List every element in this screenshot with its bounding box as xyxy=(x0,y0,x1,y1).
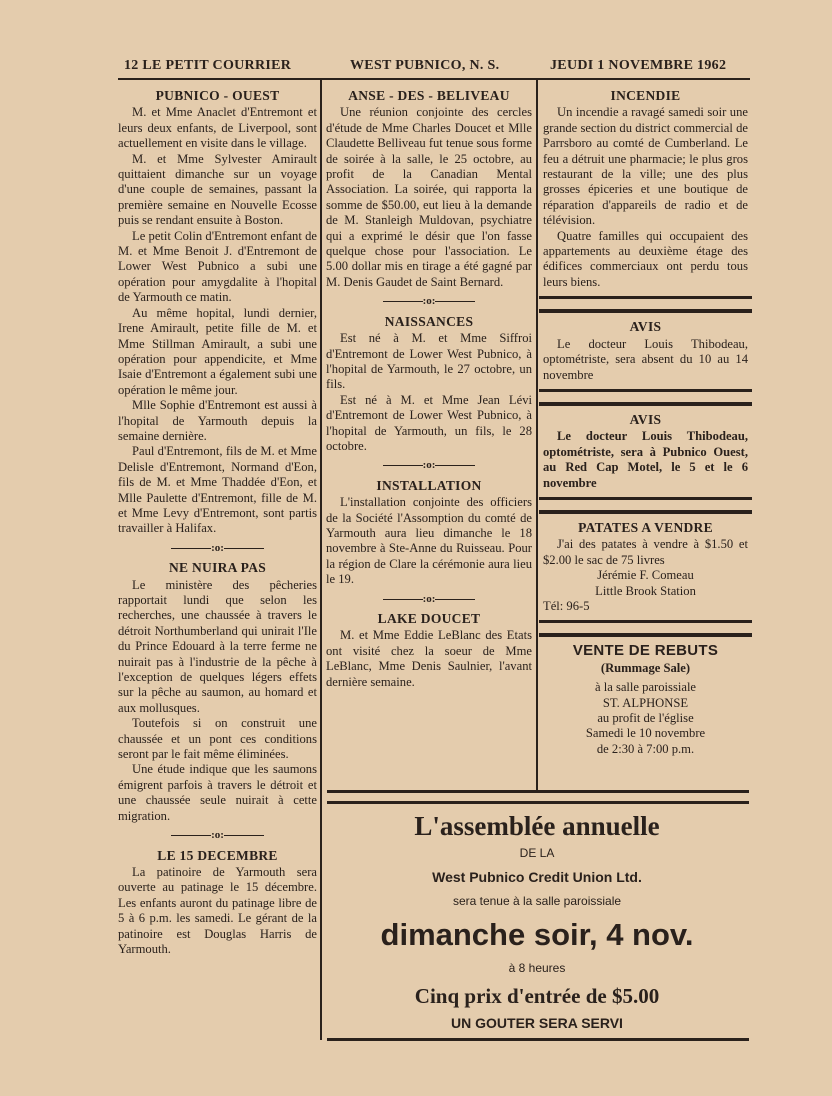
column-1 xyxy=(118,86,317,957)
headline-incendie: INCENDIE xyxy=(610,88,681,103)
double-rule xyxy=(539,296,752,313)
headline-patates: PATATES A VENDRE xyxy=(578,519,713,535)
ad-prizes: Cinq prix d'entrée de $5.00 xyxy=(414,983,660,1008)
paragraph: Est né à M. et Mme Jean Lévi d'Entremont de Lower West Pubnico, à l'hopital de Yarmouth, un fils, le 28 octobre. xyxy=(326,392,532,453)
headline-avis: AVIS xyxy=(629,319,662,335)
classified-text: J'ai des patates à vendre à $1.50 et $2.00 le sac de 75 livres xyxy=(543,537,748,567)
separator: :o: xyxy=(326,458,532,473)
paragraph: La patinoire de Yarmouth sera ouverte au patinage le 15 décembre. Les enfants auront du patinage libre de 5 à 6 p.m. les samedi. Le gérant de la patinoire est Douglas Harris de Yarmouth. xyxy=(118,864,317,956)
double-rule xyxy=(539,497,752,514)
ad-line: à la salle paroissiale xyxy=(594,680,697,695)
ad-line: de 2:30 à 7:00 p.m. xyxy=(596,741,695,756)
ad-line: sera tenue à la salle paroissiale xyxy=(452,893,622,908)
headline-15-decembre: LE 15 DECEMBRE xyxy=(157,847,278,863)
separator: :o: xyxy=(118,828,317,843)
paragraph: Le petit Colin d'Entremont enfant de M. et Mme Benoit J. d'Entremont de Lower West Pubnico a subi une opération pour amygdalite à l'hopital de Yarmouth ce matin. xyxy=(118,228,317,305)
bottom-rule xyxy=(327,1038,749,1045)
headline-avis: AVIS xyxy=(629,411,662,427)
subtitle: (Rummage Sale) xyxy=(600,660,691,675)
headline-naissances: NAISSANCES xyxy=(384,313,474,329)
column-3 xyxy=(543,86,748,757)
ad-date: dimanche soir, 4 nov. xyxy=(380,916,694,952)
separator: :o: xyxy=(118,541,317,556)
paragraph: Est né à M. et Mme Siffroi d'Entremont de Lower West Pubnico, à l'hopital de Yarmouth, le 27 octobre, un fils. xyxy=(326,331,532,392)
paragraph: L'installation conjointe des officiers de la Société l'Assomption du comté de Yarmouth aura lieu dimanche le 18 novembre à Ste-Anne du Ruisseau. Pour la région de Clare la cérémonie aura lieu le 19. xyxy=(326,495,532,587)
paragraph: M. et Mme Sylvester Amirault quittaient dimanche sur un voyage d'une couple de semaines, passant la première semaine en Nouvelle Ecosse puis se rendant ensuite à Boston. xyxy=(118,151,317,228)
separator: :o: xyxy=(326,592,532,607)
header-rule xyxy=(118,78,750,80)
notice-text: Le docteur Louis Thibodeau, optométriste, sera absent du 10 au 14 novembre xyxy=(543,336,748,382)
paragraph: Une étude indique que les saumons émigrent parfois à travers le détroit et une chaussée seule nuirait à cette migration. xyxy=(118,762,317,823)
paragraph: Un incendie a ravagé samedi soir une grande section du district commercial de Parrsboro au comté de Cumberland. Le feu a détruit une pharmacie; le plus gros restaurant de la ville; une des plus grosses épiceries et une boutique de réparation d'appareils de radio et de télévision. xyxy=(543,105,748,228)
double-rule xyxy=(539,620,752,637)
column-rule xyxy=(320,80,322,1040)
ad-line: UN GOUTER SERA SERVI xyxy=(451,1014,623,1031)
page-number-masthead: 12 LE PETIT COURRIER xyxy=(124,58,292,73)
ad-title: L'assemblée annuelle xyxy=(414,811,660,841)
column-rule xyxy=(536,80,538,790)
paragraph: Le ministère des pêcheries rapportait lundi que selon les recherches, une chaussée à travers le détroit Northumberland qui unirait l'Ile du Prince Edouard à la terre ferme ne nuirait pas à l'industrie de la pêche à l'exception de quelques légers effets sur la pêche au saumon, au homard et aux mollusques. xyxy=(118,577,317,715)
headline-installation: INSTALLATION xyxy=(376,477,482,493)
double-rule xyxy=(539,389,752,406)
place-line: WEST PUBNICO, N. S. xyxy=(350,58,500,73)
headline-ne-nuira-pas: NE NUIRA PAS xyxy=(168,560,267,576)
credit-union-ad xyxy=(327,800,747,1038)
ad-line: à 8 heures xyxy=(508,961,566,976)
ad-line: Samedi le 10 novembre xyxy=(585,726,706,741)
ad-line: au profit de l'église xyxy=(597,711,694,725)
headline-pubnico: PUBNICO - OUEST xyxy=(155,88,280,103)
paragraph: Toutefois si on construit une chaussée et un pont ces conditions seront par le fait même éliminées. xyxy=(118,716,317,762)
paragraph: Mlle Sophie d'Entremont est aussi à l'hopital de Yarmouth depuis la semaine dernière. xyxy=(118,398,317,443)
ad-org: West Pubnico Credit Union Ltd. xyxy=(432,868,642,885)
seller-phone: Tél: 96-5 xyxy=(543,598,590,613)
paragraph: Au même hopital, lundi dernier, Irene Amirault, petite fille de M. et Mme Stillman Amirault, a subi une opération pour appendicite, et Mme Isaie d'Entremont a également subi une opération le même jour. xyxy=(118,305,317,397)
column-2 xyxy=(326,86,532,690)
paragraph: Quatre familles qui occupaient des appartements au deuxième étage des édifices commerciaux ont perdu tous leurs biens. xyxy=(543,228,748,289)
issue-date: JEUDI 1 NOVEMBRE 1962 xyxy=(550,58,727,73)
separator: :o: xyxy=(326,294,532,309)
headline-anse-des-beliveau: ANSE - DES - BELIVEAU xyxy=(348,88,510,103)
paragraph: Paul d'Entremont, fils de M. et Mme Delisle d'Entremont, Normand d'Eon, fils de M. et Mme Thaddée d'Eon, et Mlle Paulette d'Entremont, fille de M. et Mme Levy d'Entremont, sont partis travailler à Halifax. xyxy=(118,444,317,536)
ad-line: DE LA xyxy=(519,846,555,861)
headline-lake-doucet: LAKE DOUCET xyxy=(377,611,481,626)
headline-vente-de-rebuts: VENTE DE REBUTS xyxy=(572,642,719,660)
seller-place: Little Brook Station xyxy=(595,583,696,598)
ad-line: ST. ALPHONSE xyxy=(602,695,689,710)
paragraph: Une réunion conjointe des cercles d'étude de Mme Charles Doucet et Mlle Claudette Belliveau fut tenue sous forme de soirée à la salle, le 25 octobre, au profit de la Canadian Mental Association. La soirée, qui rapporta la somme de $50.00, eut lieu à la demande de M. Stanleigh Muldovan, psychiatre qui a exprimé le désir que l'on fasse quelque chose pour l'association. Le 5.00 dollar mis en tirage a été gagné par M. Denis Gaudet de Saint Bernard. xyxy=(326,105,532,289)
notice-text: Le docteur Louis Thibodeau, optométriste, sera à Pubnico Ouest, au Red Cap Motel, le 5 et le 6 novembre xyxy=(543,429,748,490)
paragraph: M. et Mme Anaclet d'Entremont et leurs deux enfants, de Liverpool, sont actuellement en visite dans le village. xyxy=(118,105,317,151)
seller-name: Jérémie F. Comeau xyxy=(597,568,694,583)
paragraph: M. et Mme Eddie LeBlanc des Etats ont visité chez la soeur de Mme LeBlanc, Mme Denis Saulnier, l'avant dernière semaine. xyxy=(326,628,532,689)
